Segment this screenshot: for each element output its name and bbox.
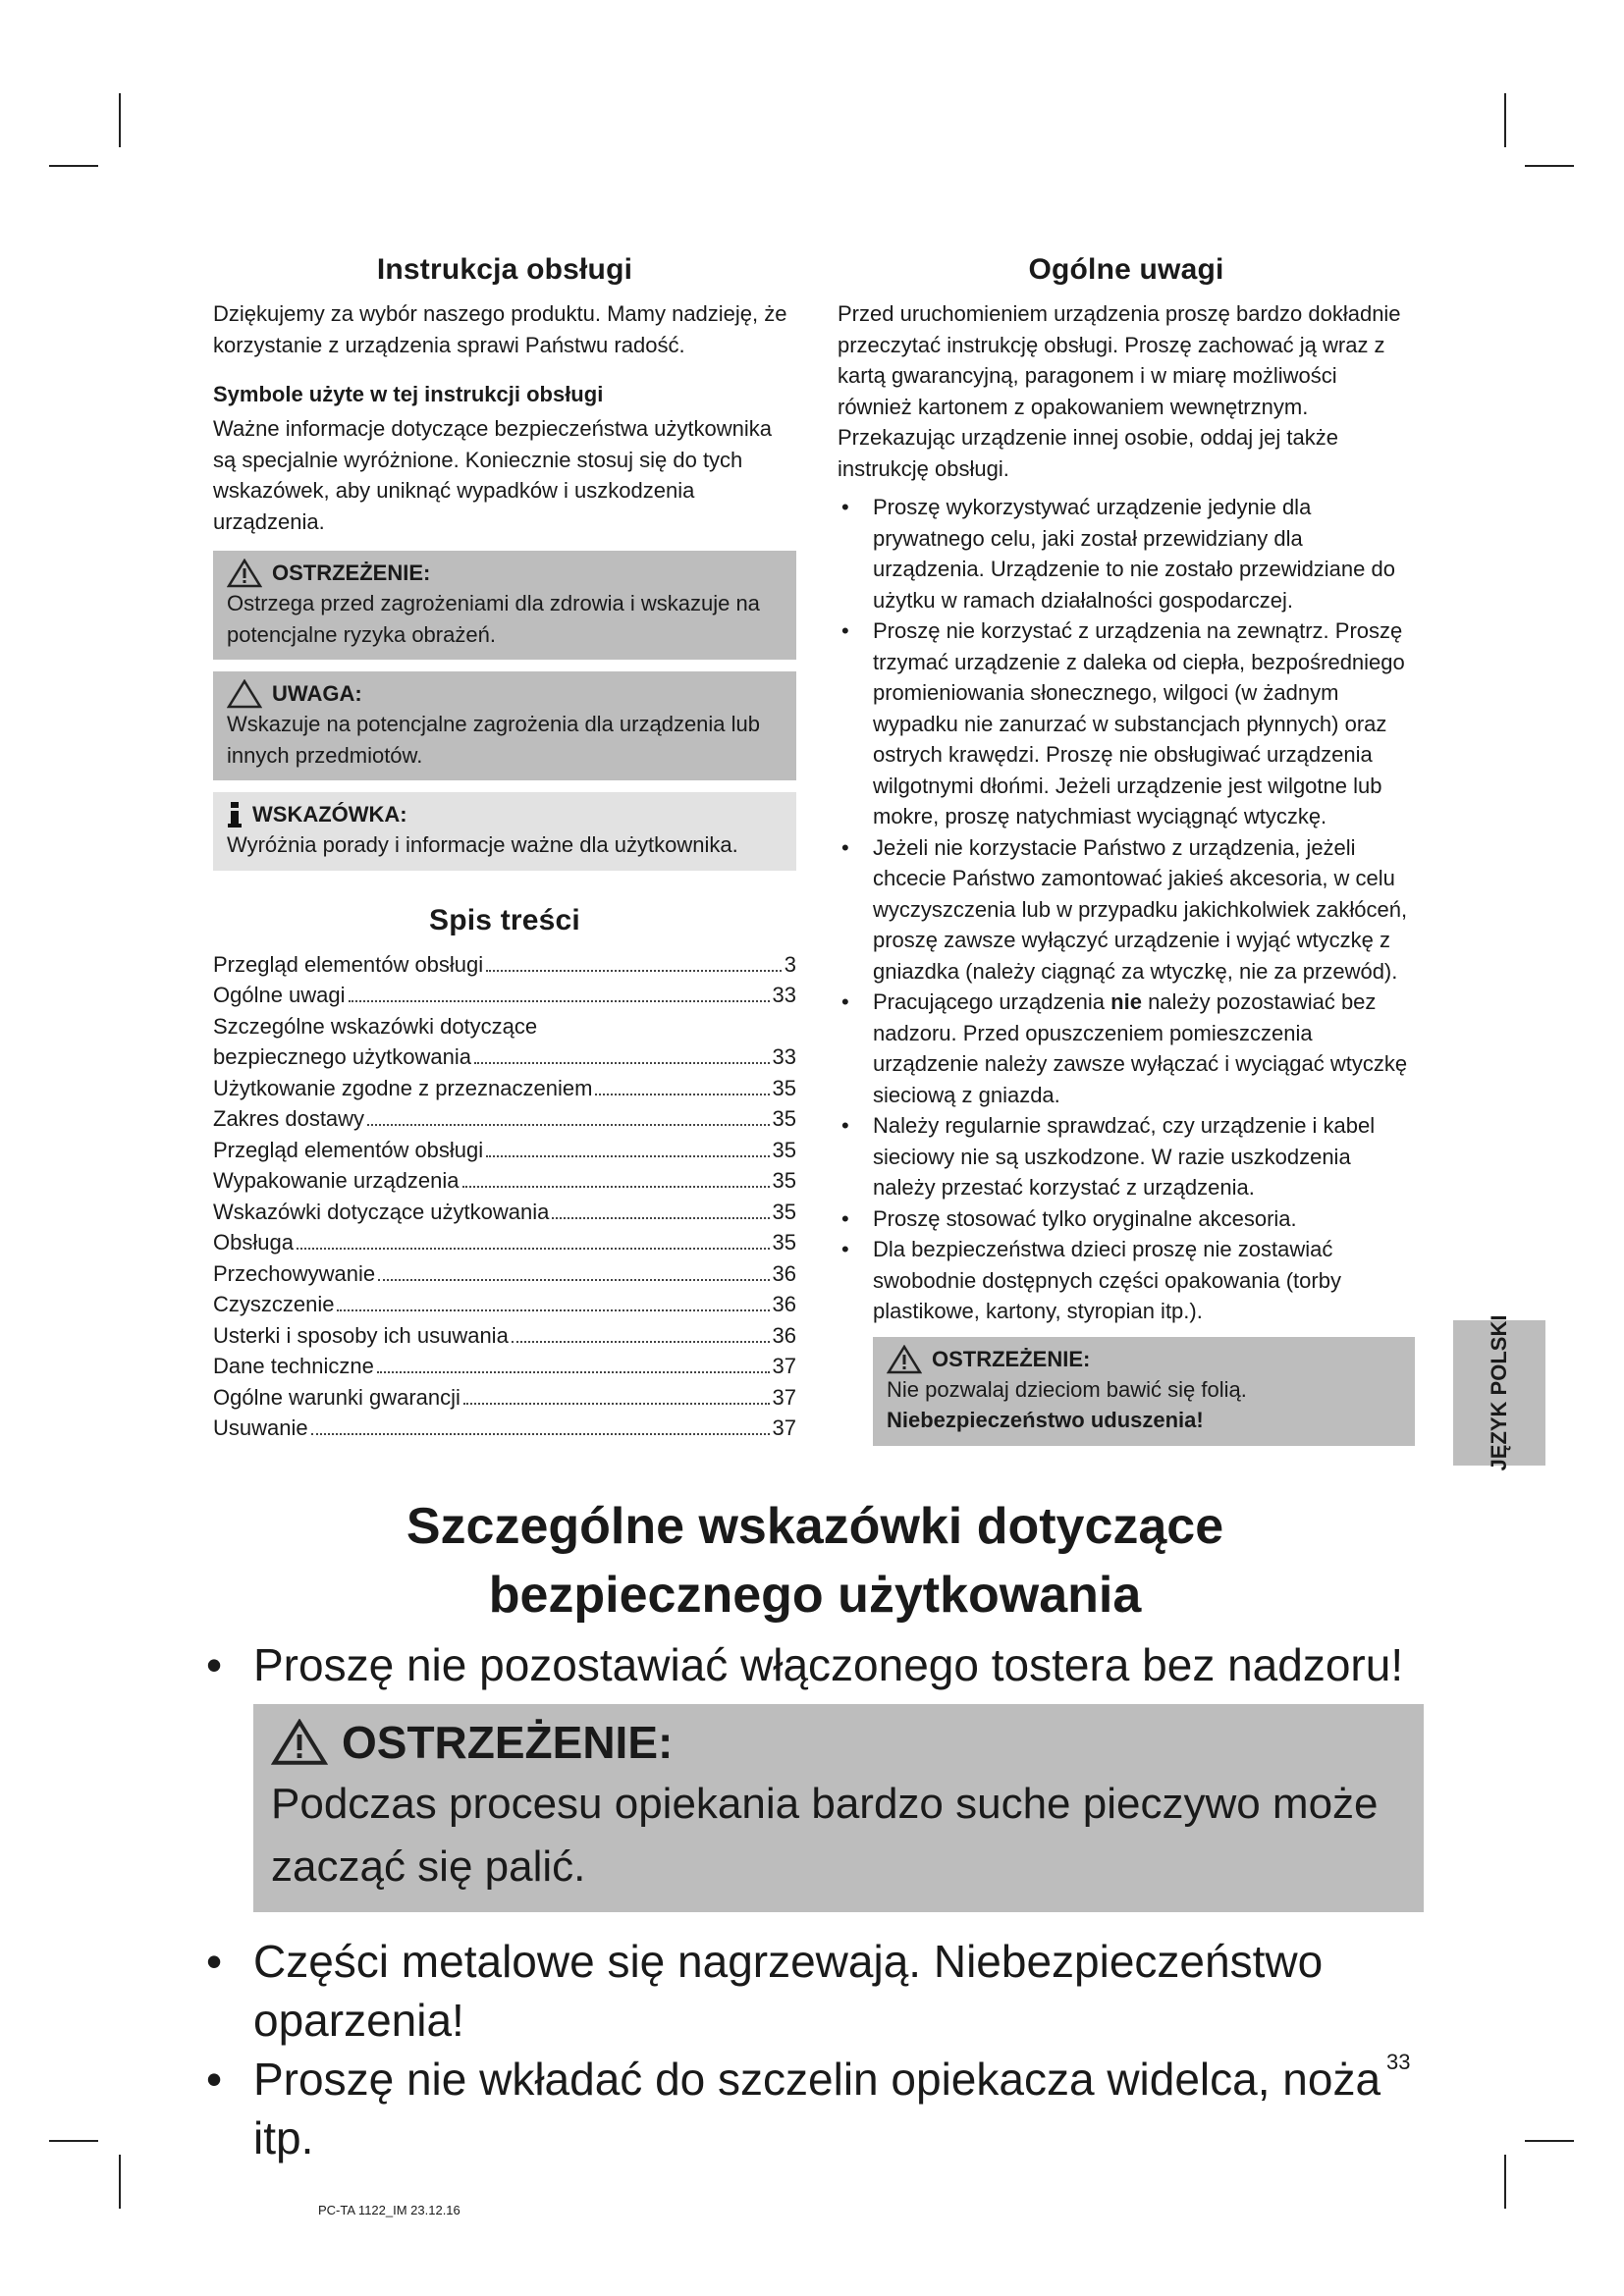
fire-warning-title: OSTRZEŻENIE: (342, 1717, 674, 1768)
toc-row[interactable]: Zakres dostawy 35 (213, 1106, 796, 1131)
instructions-title: Instrukcja obsługi (376, 253, 633, 286)
list-item: • Proszę wykorzystywać urządzenie jedynie dla prywatnego celu, jaki został przewidziany dla urządzenia. Urządzenie to nie zostało przewidziane do użytku w ramach działalności gospodarczej. (838, 492, 1415, 615)
child-warning-box (873, 1337, 1415, 1446)
list-item: • Pracującego urządzenia nie należy pozostawiać bez nadzoru. Przed opuszczeniem pomieszczenia urządzenie należy zawsze wyłączać i wyciągać wtyczkę sieciową z gniazda. (838, 987, 1415, 1110)
toc-row[interactable]: Wypakowanie urządzenia 35 (213, 1168, 796, 1193)
caution-text: Wskazuje na potencjalne zagrożenia dla urządzenia lub innych przedmiotów. (227, 712, 761, 768)
warning-triangle-icon (887, 1345, 922, 1374)
safety-list (838, 492, 1415, 1327)
list-item: • Proszę stosować tylko oryginalne akcesoria. (838, 1203, 1415, 1235)
toc-row[interactable]: Przegląd elementów obsługi 3 (213, 951, 796, 977)
crop-mark (1504, 2155, 1506, 2209)
toc-row[interactable]: Użytkowanie zgodne z przeznaczeniem 35 (213, 1075, 796, 1100)
right-column (838, 253, 1415, 1446)
crop-mark (119, 93, 121, 147)
toc-row[interactable]: Dane techniczne 37 (213, 1354, 796, 1378)
list-item: • Jeżeli nie korzystacie Państwo z urządzenia, jeżeli chcecie Państwo zamontować jakieś akcesoria, w celu wyczyszczenia lub w przypadku jakichkolwiek zakłóceń, proszę zawsze wyłączyć urządzenie i wyjąć wtyczkę z gniazdka (należy ciągnąć za wtyczkę, nie za przewód). (838, 832, 1415, 988)
fire-warning-text: Podczas procesu opiekania bardzo suche pieczywo może zacząć się palić. (271, 1780, 1379, 1891)
warning-triangle-icon (271, 1719, 328, 1766)
toc-row[interactable]: Czyszczenie 36 (213, 1292, 796, 1316)
intro-text: Dziękujemy za wybór naszego produktu. Mamy nadzieję, że korzystanie z urządzenia sprawi Państwu radość. (213, 301, 787, 357)
toc-row-head: Szczególne wskazówki dotyczące (213, 1013, 538, 1039)
footer-code: PC-TA 1122_IM 23.12.16 (318, 2203, 460, 2217)
child-warning-title: OSTRZEŻENIE: (932, 1346, 1091, 1371)
toc-row[interactable]: Przegląd elementów obsługi 35 (213, 1137, 796, 1162)
language-tab-label: JĘZYK POLSKI (1487, 1314, 1511, 1471)
toc-row[interactable]: Ogólne warunki gwarancji 37 (213, 1384, 796, 1410)
crop-mark (49, 2140, 98, 2142)
language-tab (1453, 1314, 1545, 1471)
table-of-contents (213, 949, 796, 1444)
fire-warning-box (253, 1704, 1424, 1912)
child-warning-text: Nie pozwalaj dzieciom bawić się folią. Niebezpieczeństwo uduszenia! (887, 1376, 1247, 1432)
page-number: 33 (1386, 2050, 1411, 2074)
list-item: • Dla bezpieczeństwa dzieci proszę nie zostawiać swobodnie dostępnych części opakowania (torby plastikowe, kartony, styropian itp.). (838, 1234, 1415, 1327)
list-item: • Proszę nie pozostawiać włączonego tostera bez nadzoru! (206, 1635, 1424, 1694)
list-item: • Należy regularnie sprawdzać, czy urządzenie i kabel sieciowy nie są uszkodzone. W razie uszkodzenia należy przestać korzystać z urządzenia. (838, 1110, 1415, 1203)
note-text: Wyróżnia porady i informacje ważne dla użytkownika. (227, 832, 738, 857)
warning-box (213, 551, 796, 660)
symbols-text: Ważne informacje dotyczące bezpieczeństwa użytkownika są specjalnie wyróżnione. Koniecznie stosuj się do tych wskazówek, aby uniknąć wypadków i uszkodzenia urządzenia. (213, 416, 773, 534)
toc-row[interactable]: Wskazówki dotyczące użytkowania 35 (213, 1199, 796, 1224)
note-title: WSKAZÓWKA: (252, 802, 407, 827)
crop-mark (49, 165, 98, 167)
list-item: • Proszę nie korzystać z urządzenia na zewnątrz. Proszę trzymać urządzenie z daleka od ciepła, bezpośredniego promieniowania słonecznego, wilgoci (w żadnym wypadku nie zanurzać w substancjach płynnych) oraz ostrych krawędzi. Proszę nie obsługiwać urządzenia wilgotnymi dłońmi. Jeżeli urządzenie jest wilgotne lub mokre, proszę natychmiast wyciągnąć wtyczkę. (838, 615, 1415, 832)
toc-row[interactable]: Obsługa 35 (213, 1230, 796, 1255)
general-notes-intro: Przed uruchomieniem urządzenia proszę bardzo dokładnie przeczytać instrukcję obsługi. Proszę zachować ją wraz z kartą gwarancyjną, paragonem i w miarę możliwości również kartonem z opakowaniem wewnętrznym. Przekazując urządzenie innej osobie, oddaj jej także instrukcję obsługi. (838, 301, 1401, 481)
crop-mark (1525, 165, 1574, 167)
crop-mark (1504, 93, 1506, 147)
general-notes-title: Ogólne uwagi (1028, 253, 1224, 286)
symbols-heading: Symbole użyte w tej instrukcji obsługi (213, 382, 604, 406)
toc-title: Spis treści (429, 903, 580, 936)
warning-title: OSTRZEŻENIE: (272, 561, 431, 585)
caution-box (213, 671, 796, 780)
crop-mark (1525, 2140, 1574, 2142)
info-icon (227, 800, 243, 829)
crop-mark (119, 2155, 121, 2209)
toc-row[interactable]: Ogólne uwagi 33 (213, 983, 796, 1007)
warning-triangle-icon (227, 559, 262, 588)
list-item: • Proszę nie wkładać do szczelin opiekacza widelca, noża itp. (206, 2050, 1424, 2167)
special-safety-title: Szczególne wskazówki dotyczące bezpiecznego użytkowania (406, 1498, 1224, 1624)
toc-row[interactable]: Przechowywanie 36 (213, 1260, 796, 1286)
toc-row[interactable]: Usuwanie 37 (213, 1415, 796, 1440)
warning-text: Ostrzega przed zagrożeniami dla zdrowia i wskazuje na potencjalne ryzyka obrażeń. (227, 591, 760, 647)
note-box (213, 792, 796, 871)
toc-row[interactable]: Usterki i sposoby ich usuwania 36 (213, 1322, 796, 1348)
left-column (213, 253, 796, 1444)
caution-title: UWAGA: (272, 681, 362, 706)
special-safety-section (206, 1492, 1424, 2167)
caution-triangle-icon (227, 679, 262, 709)
list-item: • Części metalowe się nagrzewają. Niebezpieczeństwo oparzenia! (206, 1932, 1424, 2050)
toc-row[interactable]: bezpiecznego użytkowania 33 (213, 1044, 796, 1069)
